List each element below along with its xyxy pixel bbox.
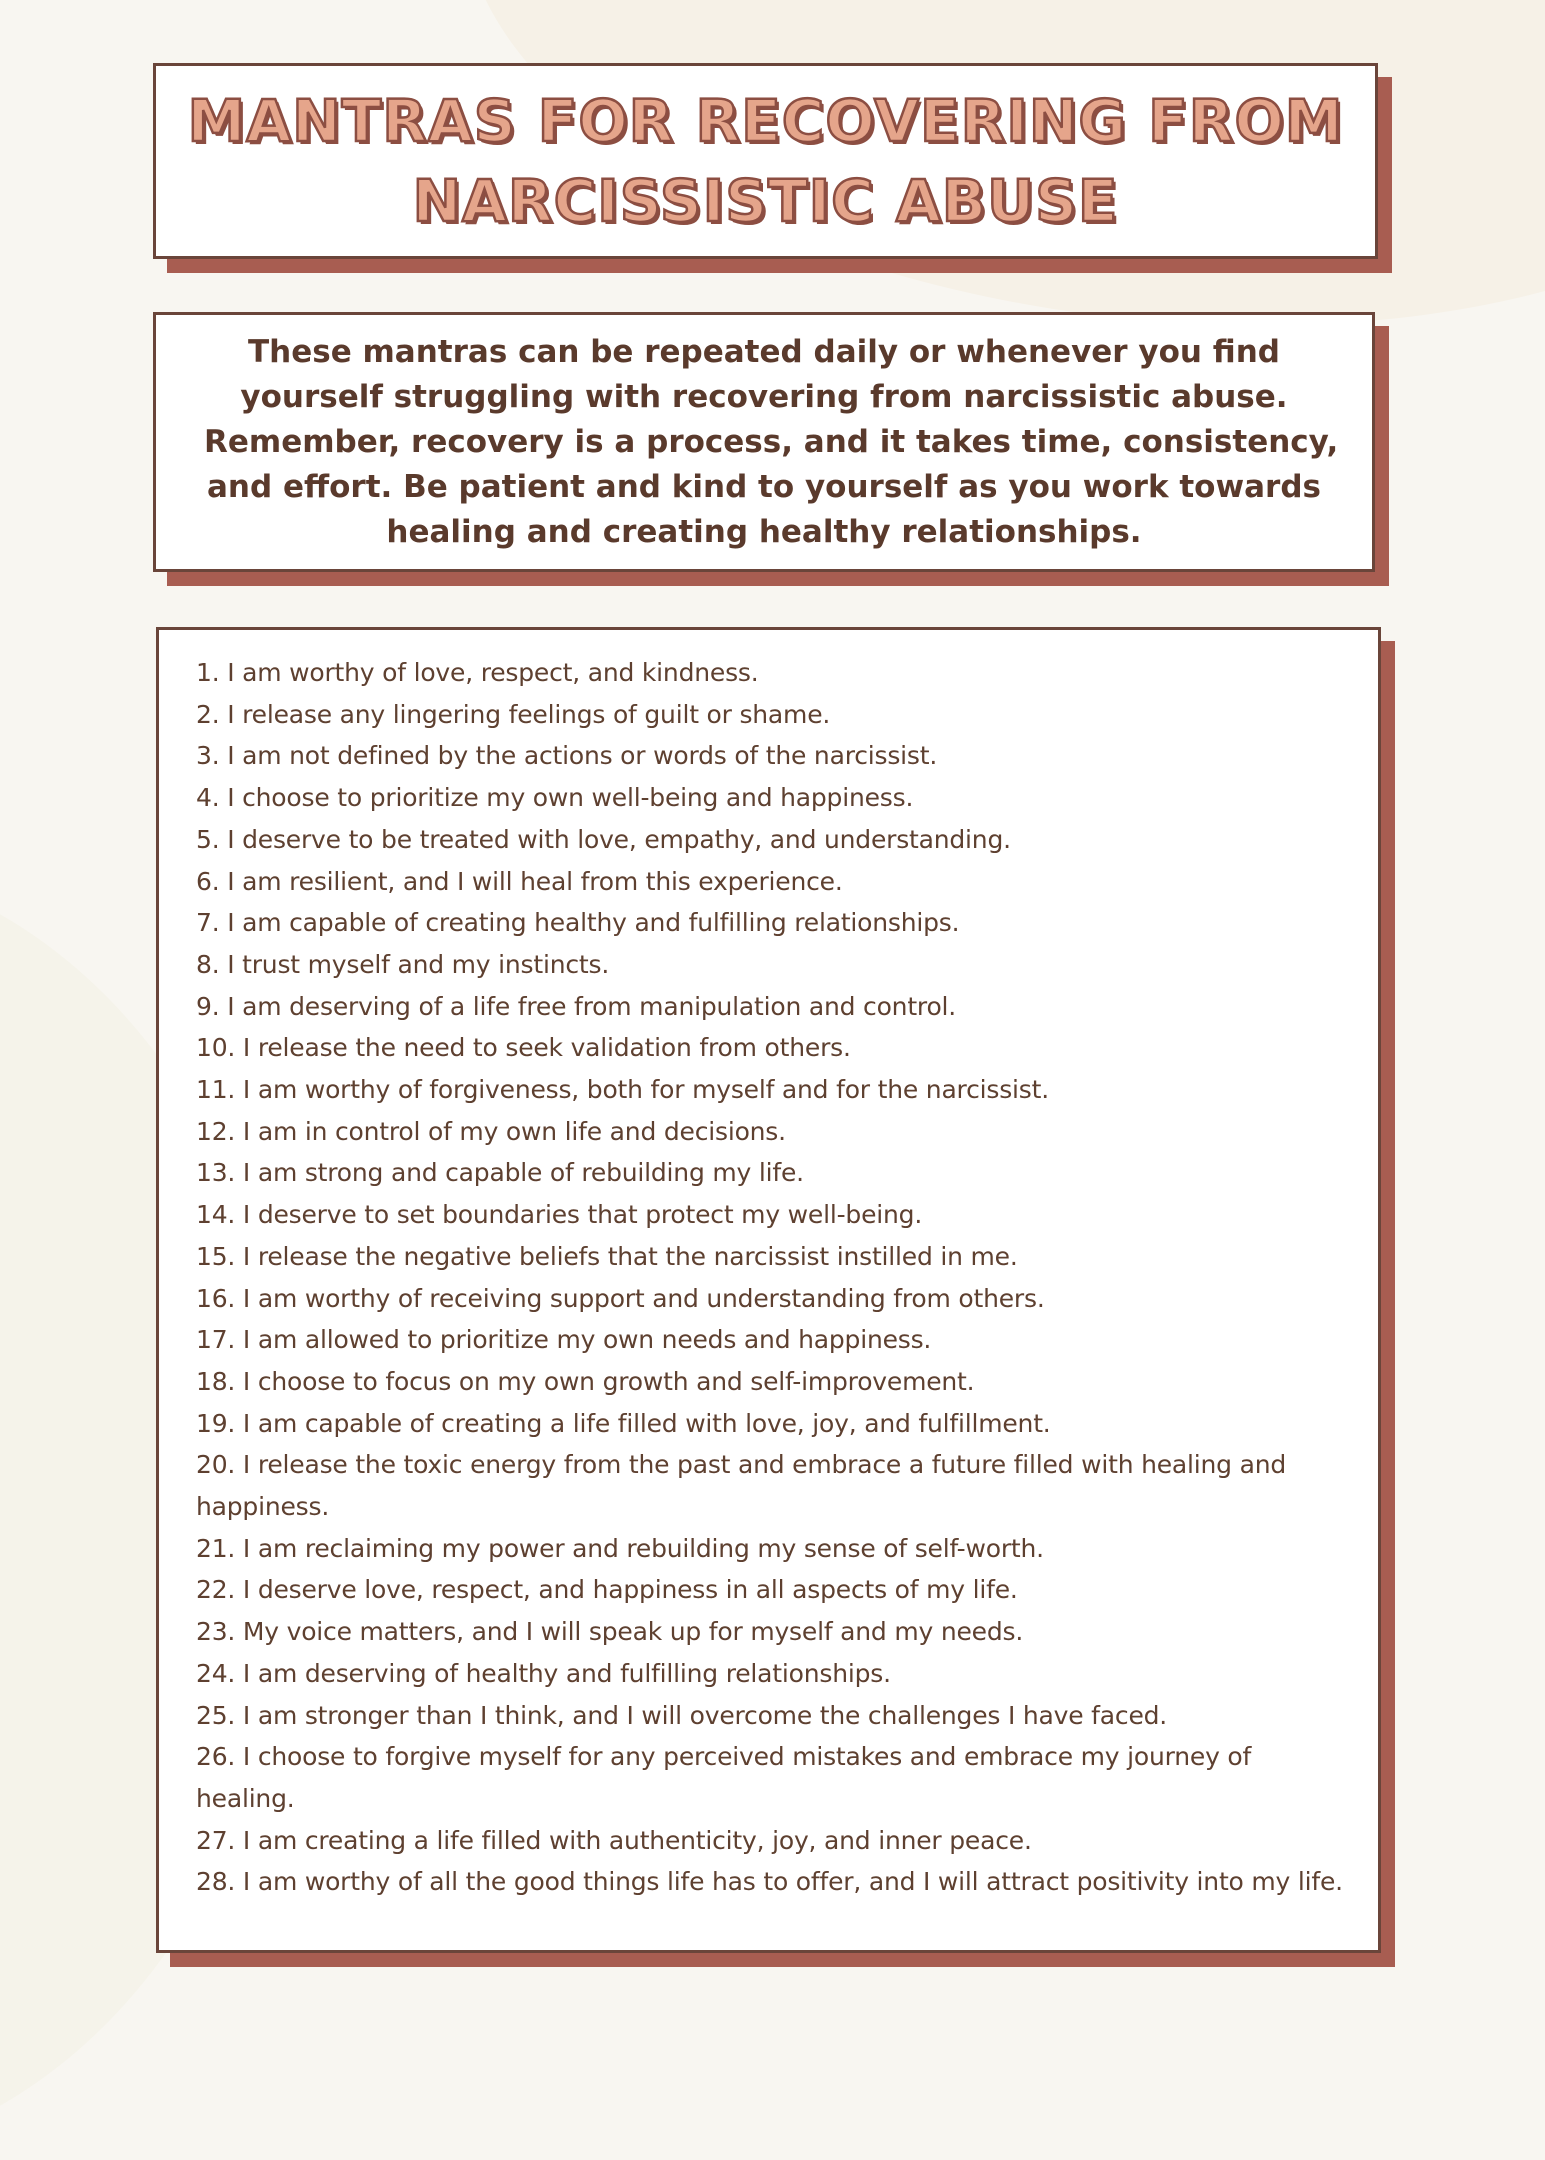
mantra-item: 21. I am reclaiming my power and rebuilding my sense of self-worth.	[196, 1533, 1044, 1563]
mantra-item: 26. I choose to forgive myself for any perceived mistakes and embrace my journey of healing.	[196, 1742, 1252, 1813]
mantra-list-box	[156, 627, 1381, 1953]
mantra-item: 11. I am worthy of forgiveness, both for myself and for the narcissist.	[196, 1075, 1049, 1105]
intro-box	[153, 312, 1375, 572]
title-line-2: NARCISSISTIC ABUSE	[412, 167, 1119, 235]
mantra-item: 10. I release the need to seek validation from others.	[196, 1033, 851, 1063]
intro-line: Remember, recovery is a process, and it takes time, consistency,	[204, 423, 1339, 460]
mantra-item: 20. I release the toxic energy from the past and embrace a future filled with healing and happiness.	[196, 1450, 1287, 1522]
mantra-item: 15. I release the negative beliefs that the narcissist instilled in me.	[196, 1241, 1018, 1271]
mantra-item: 3. I am not defined by the actions or words of the narcissist.	[196, 741, 938, 771]
intro-line: These mantras can be repeated daily or whenever you find	[248, 333, 1280, 370]
mantra-item: 27. I am creating a life filled with authenticity, joy, and inner peace.	[196, 1825, 1032, 1855]
mantra-item: 16. I am worthy of receiving support and understanding from others.	[196, 1283, 1045, 1313]
mantra-item: 22. I deserve love, respect, and happiness in all aspects of my life.	[196, 1575, 1018, 1605]
mantra-item: 13. I am strong and capable of rebuilding my life.	[196, 1158, 804, 1188]
mantra-item: 18. I choose to focus on my own growth and self-improvement.	[196, 1366, 975, 1396]
title-line-1: MANTRAS FOR RECOVERING FROM	[187, 87, 1344, 155]
mantra-item: 4. I choose to prioritize my own well-being and happiness.	[196, 783, 914, 813]
mantra-item: 28. I am worthy of all the good things life has to offer, and I will attract positivity into my life.	[196, 1867, 1343, 1897]
mantra-item: 23. My voice matters, and I will speak up for myself and my needs.	[196, 1617, 1024, 1647]
mantra-item: 17. I am allowed to prioritize my own needs and happiness.	[196, 1325, 932, 1355]
title-box	[153, 63, 1378, 259]
mantra-item: 1. I am worthy of love, respect, and kindness.	[196, 658, 759, 687]
mantra-list	[159, 630, 1378, 1903]
mantra-item: 25. I am stronger than I think, and I will overcome the challenges I have faced.	[196, 1700, 1168, 1730]
intro-text	[204, 330, 1339, 555]
mantra-item: 7. I am capable of creating healthy and fulfilling relationships.	[196, 908, 960, 938]
mantra-item: 8. I trust myself and my instincts.	[196, 949, 610, 979]
mantra-item: 12. I am in control of my own life and decisions.	[196, 1116, 786, 1146]
intro-line: yourself struggling with recovering from narcissistic abuse.	[240, 378, 1288, 415]
mantra-item: 6. I am resilient, and I will heal from this experience.	[196, 866, 843, 896]
mantra-item: 24. I am deserving of healthy and fulfilling relationships.	[196, 1658, 891, 1688]
intro-line: and effort. Be patient and kind to yourself as you work towards	[207, 468, 1321, 505]
page-title	[176, 81, 1356, 241]
intro-line: healing and creating healthy relationships.	[386, 513, 1142, 550]
mantra-item: 9. I am deserving of a life free from manipulation and control.	[196, 991, 957, 1021]
mantra-item: 2. I release any lingering feelings of guilt or shame.	[196, 699, 831, 729]
mantra-item: 19. I am capable of creating a life filled with love, joy, and fulfillment.	[196, 1408, 1051, 1438]
mantra-item: 5. I deserve to be treated with love, empathy, and understanding.	[196, 824, 1011, 854]
mantra-item: 14. I deserve to set boundaries that protect my well-being.	[196, 1200, 923, 1230]
